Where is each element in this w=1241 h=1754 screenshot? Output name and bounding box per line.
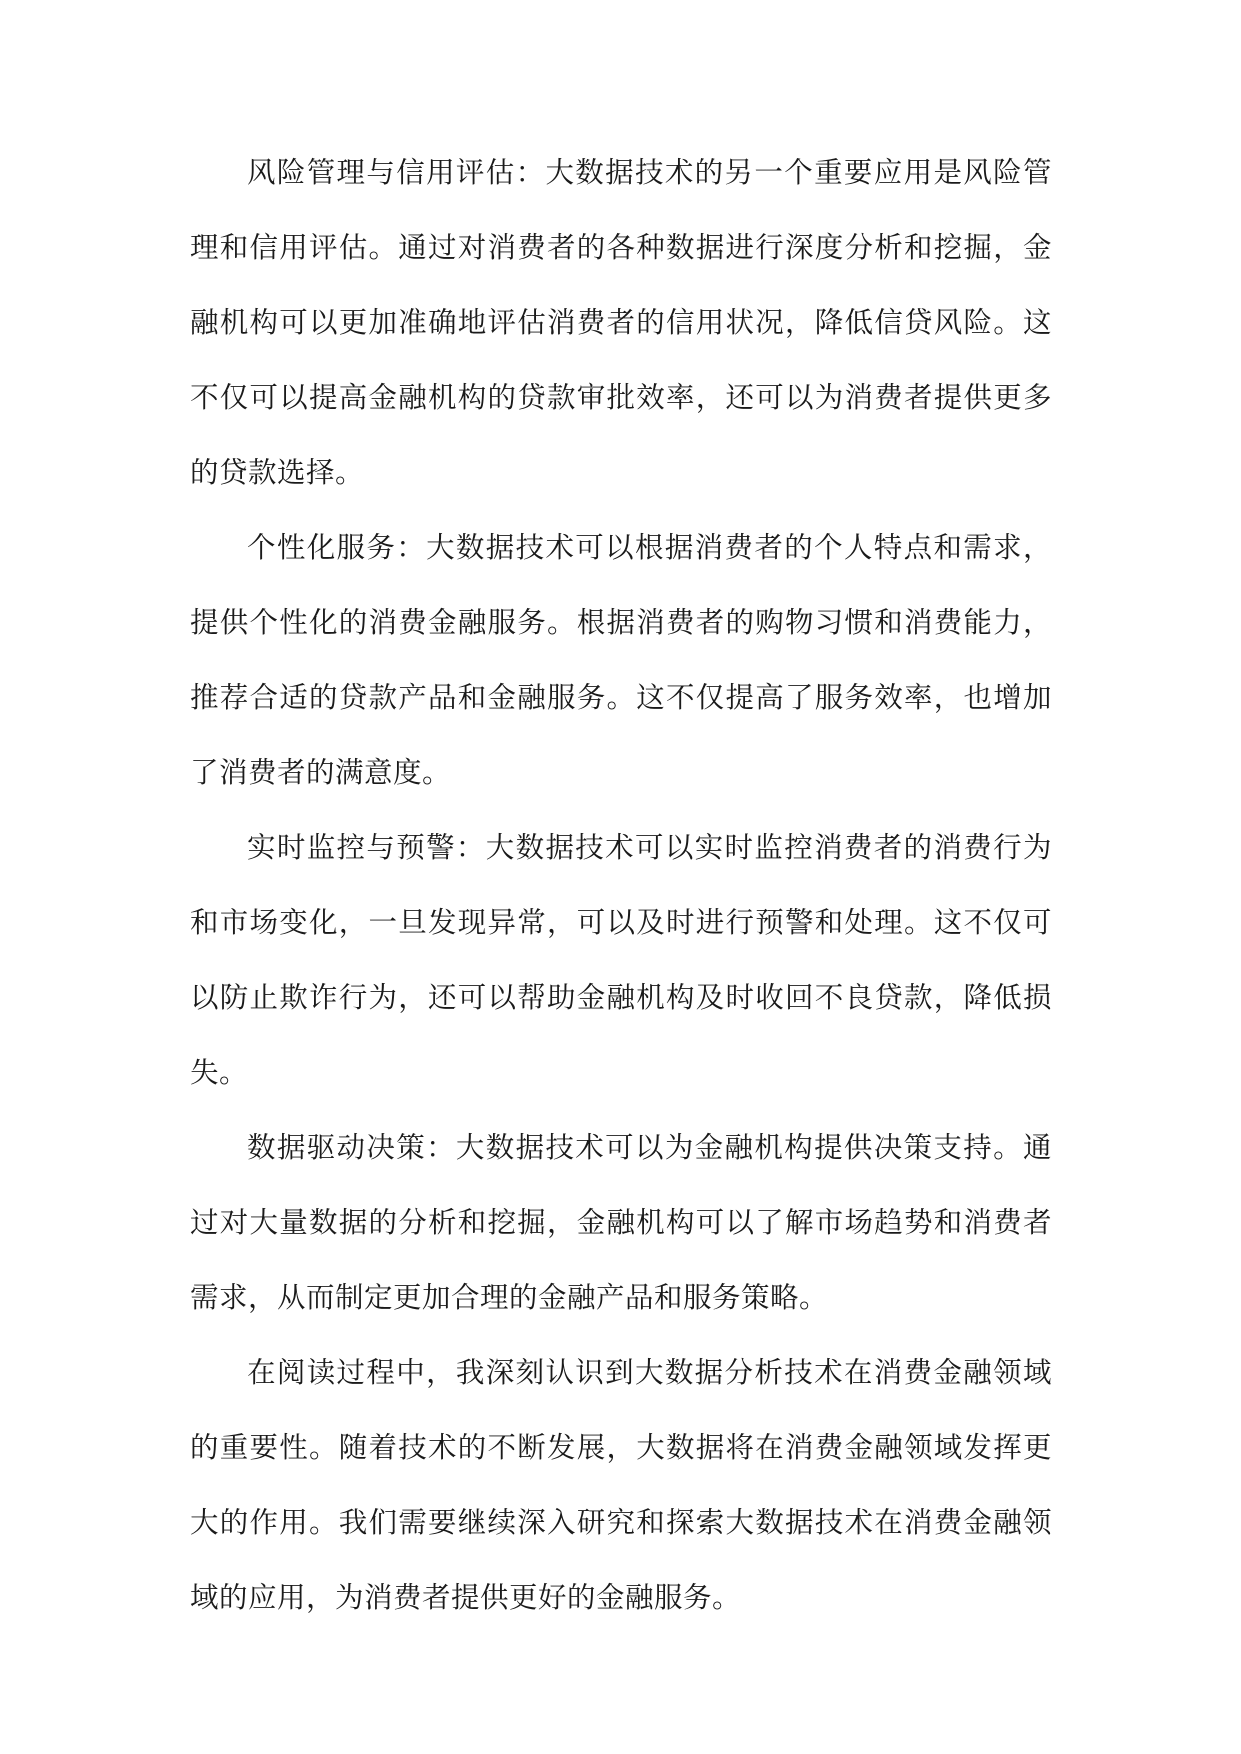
paragraph-conclusion: 在阅读过程中，我深刻认识到大数据分析技术在消费金融领域的重要性。随着技术的不断发展，大数据将在消费金融领域发挥更大的作用。我们需要继续深入研究和探索大数据技术在消费金融领域的应用，为消费者提供更好的金融服务。 [190, 1356, 1052, 1614]
paragraph-realtime-monitoring: 实时监控与预警：大数据技术可以实时监控消费者的消费行为和市场变化，一旦发现异常，可以及时进行预警和处理。这不仅可以防止欺诈行为，还可以帮助金融机构及时收回不良贷款，降低损失。 [190, 831, 1052, 1089]
paragraph-personalized-service: 个性化服务：大数据技术可以根据消费者的个人特点和需求，提供个性化的消费金融服务。根据消费者的购物习惯和消费能力，推荐合适的贷款产品和金融服务。这不仅提高了服务效率，也增加了消费者的满意度。 [190, 531, 1052, 789]
paragraph-data-driven-decision: 数据驱动决策：大数据技术可以为金融机构提供决策支持。通过对大量数据的分析和挖掘，金融机构可以了解市场趋势和消费者需求，从而制定更加合理的金融产品和服务策略。 [190, 1131, 1052, 1314]
document-body [190, 135, 1052, 1635]
paragraph-risk-management: 风险管理与信用评估：大数据技术的另一个重要应用是风险管理和信用评估。通过对消费者的各种数据进行深度分析和挖掘，金融机构可以更加准确地评估消费者的信用状况，降低信贷风险。这不仅可以提高金融机构的贷款审批效率，还可以为消费者提供更多的贷款选择。 [190, 156, 1052, 489]
